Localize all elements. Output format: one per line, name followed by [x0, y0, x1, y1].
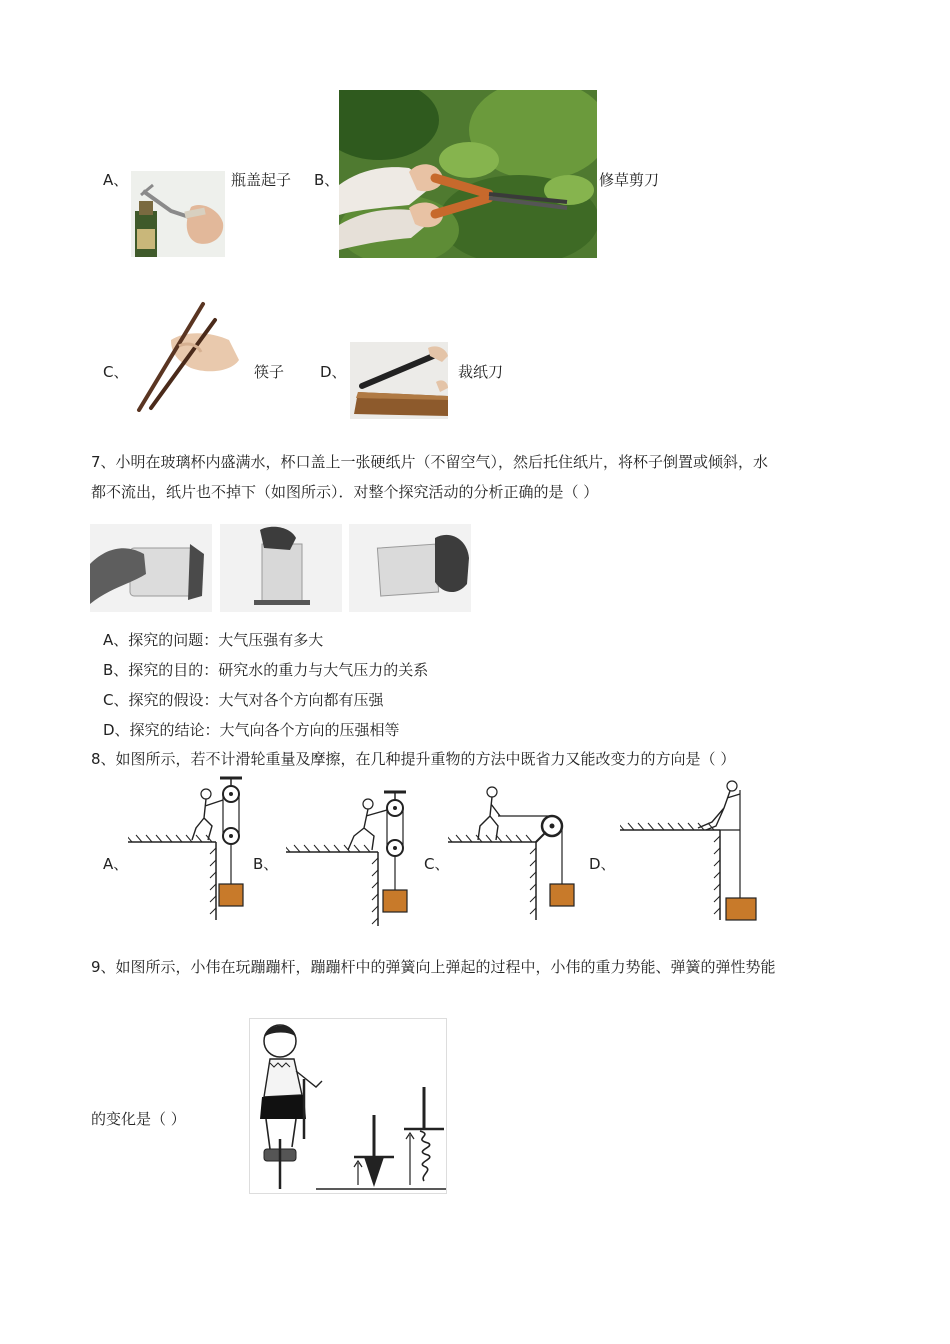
q7-option-a: A、探究的问题：大气压强有多大	[103, 631, 324, 649]
q7-cup-image-2	[220, 524, 342, 612]
q7-cup-image-3	[349, 524, 471, 612]
pogo-stick-image	[249, 1018, 447, 1194]
paper-cutter-image	[350, 342, 448, 419]
q7-stem-line2: 都不流出，纸片也不掉下（如图所示）．对整个探究活动的分析正确的是（ ）	[91, 483, 599, 501]
q6-option-a-letter: A、	[103, 171, 129, 189]
q7-option-c: C、探究的假设：大气对各个方向都有压强	[103, 691, 384, 709]
q6-option-b-label: 修草剪刀	[599, 171, 660, 189]
q9-stem-continuation: 的变化是（ ）	[91, 1110, 186, 1128]
q8-pulley-diagram-d	[620, 780, 760, 926]
q6-option-d-label: 裁纸刀	[458, 363, 504, 381]
q8-label-b: B、	[253, 855, 279, 873]
q8-pulley-diagram-c	[448, 780, 588, 926]
q6-option-b-letter: B、	[314, 171, 340, 189]
q6-option-c-label: 筷子	[254, 363, 285, 381]
q6-option-a-label: 瓶盖起子	[231, 171, 292, 189]
q7-option-b: B、探究的目的：研究水的重力与大气压力的关系	[103, 661, 429, 679]
q8-label-a: A、	[103, 855, 129, 873]
q7-stem-line1: 7、小明在玻璃杯内盛满水，杯口盖上一张硬纸片（不留空气），然后托住纸片，将杯子倒置或倾斜，水	[91, 453, 769, 471]
q8-pulley-diagram-a	[128, 776, 256, 926]
q8-label-d: D、	[589, 855, 616, 873]
q8-stem: 8、如图所示，若不计滑轮重量及摩擦，在几种提升重物的方法中既省力又能改变力的方向是（ ）	[91, 750, 736, 768]
hedge-shears-image	[339, 90, 597, 258]
q7-cup-image-1	[90, 524, 212, 612]
q6-option-d-letter: D、	[320, 363, 347, 381]
bottle-opener-image	[131, 171, 225, 257]
q8-pulley-diagram-b	[286, 790, 414, 930]
chopsticks-image	[131, 300, 241, 412]
q8-label-c: C、	[424, 855, 450, 873]
q6-option-c-letter: C、	[103, 363, 129, 381]
q7-option-d: D、探究的结论：大气向各个方向的压强相等	[103, 721, 400, 739]
q7-stem	[91, 447, 871, 507]
q7-options	[103, 625, 603, 745]
q9-stem: 9、如图所示，小伟在玩蹦蹦杆，蹦蹦杆中的弹簧向上弹起的过程中，小伟的重力势能、弹簧的弹性势能	[91, 958, 776, 976]
